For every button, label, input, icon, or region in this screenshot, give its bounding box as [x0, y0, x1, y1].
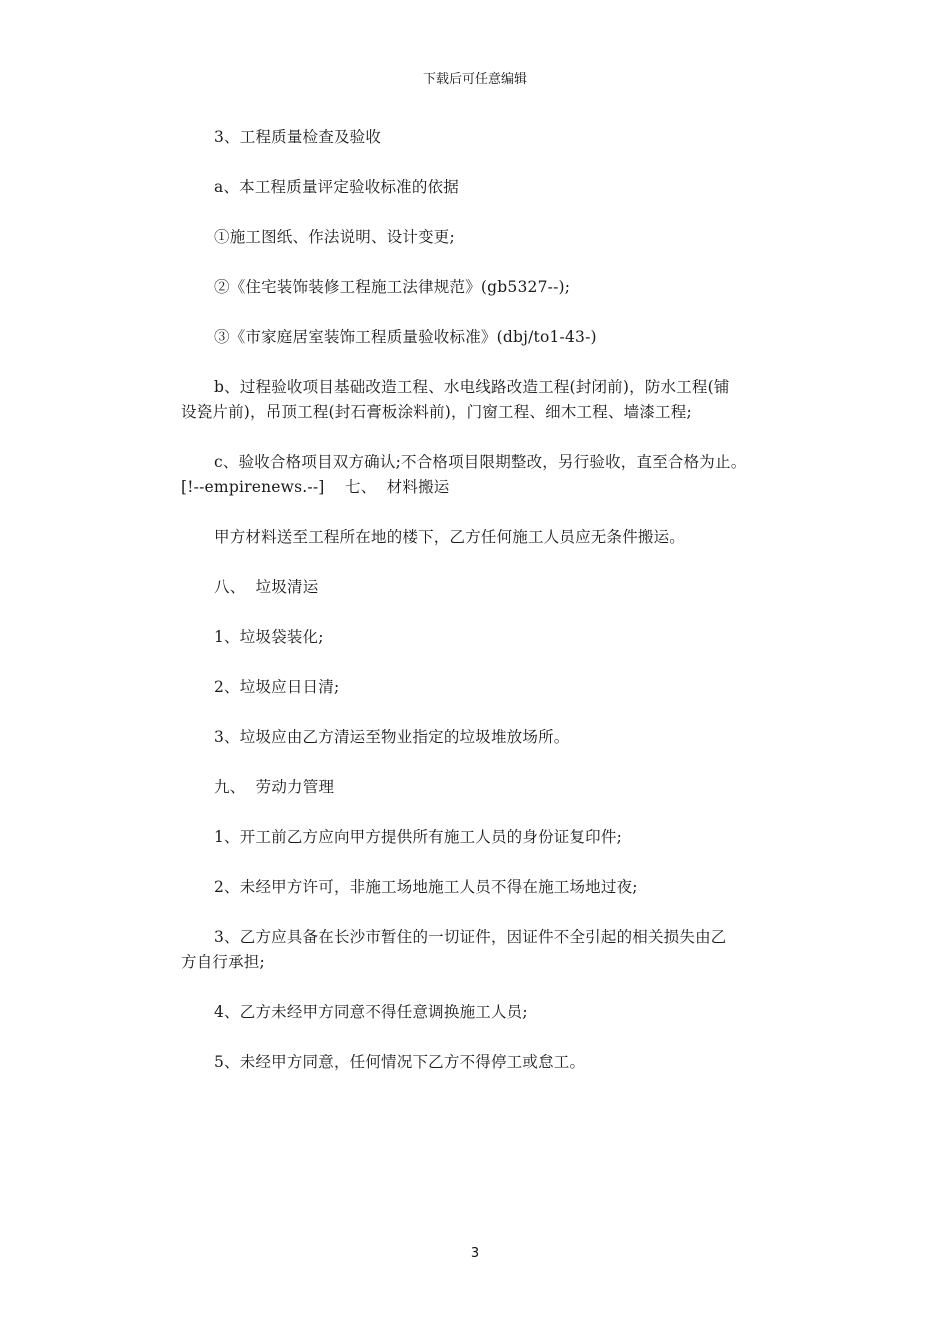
list-item: ③《市家庭居室装饰工程质量验收标准》(dbj/to1-43-)	[214, 328, 597, 346]
paragraph-line: 设瓷片前)，吊顶工程(封石膏板涂料前)，门窗工程、细木工程、墙漆工程;	[181, 403, 692, 421]
paragraph-line: 3、乙方应具备在长沙市暂住的一切证件，因证件不全引起的相关损失由乙	[214, 928, 727, 946]
list-item: ①施工图纸、作法说明、设计变更;	[214, 228, 455, 246]
list-item: ②《住宅装饰装修工程施工法律规范》(gb5327--);	[214, 278, 571, 296]
paragraph-line: 方自行承担;	[181, 953, 265, 971]
list-item: 1、开工前乙方应向甲方提供所有施工人员的身份证复印件;	[214, 828, 622, 846]
paragraph-line: b、过程验收项目基础改造工程、水电线路改造工程(封闭前)，防水工程(铺	[214, 378, 730, 396]
list-item: 2、垃圾应日日清;	[214, 678, 340, 696]
paragraph: a、本工程质量评定验收标准的依据	[214, 178, 459, 196]
paragraph-line: [!--empirenews.--] 七、 材料搬运	[181, 478, 450, 496]
paragraph-line: c、验收合格项目双方确认;不合格项目限期整改，另行验收，直至合格为止。	[214, 453, 747, 471]
section-heading-garbage: 八、 垃圾清运	[214, 578, 319, 596]
list-item: 4、乙方未经甲方同意不得任意调换施工人员;	[214, 1003, 528, 1021]
page-number: 3	[470, 1246, 480, 1261]
section-heading-quality-inspection: 3、工程质量检查及验收	[214, 128, 382, 146]
list-item: 3、垃圾应由乙方清运至物业指定的垃圾堆放场所。	[214, 728, 570, 746]
list-item: 2、未经甲方许可，非施工场地施工人员不得在施工场地过夜;	[214, 878, 638, 896]
section-heading-labor: 九、 劳动力管理	[214, 778, 335, 796]
list-item: 5、未经甲方同意，任何情况下乙方不得停工或怠工。	[214, 1053, 586, 1071]
page-header: 下载后可任意编辑	[422, 72, 527, 87]
list-item: 1、垃圾袋装化;	[214, 628, 324, 646]
paragraph: 甲方材料送至工程所在地的楼下，乙方任何施工人员应无条件搬运。	[214, 528, 686, 546]
